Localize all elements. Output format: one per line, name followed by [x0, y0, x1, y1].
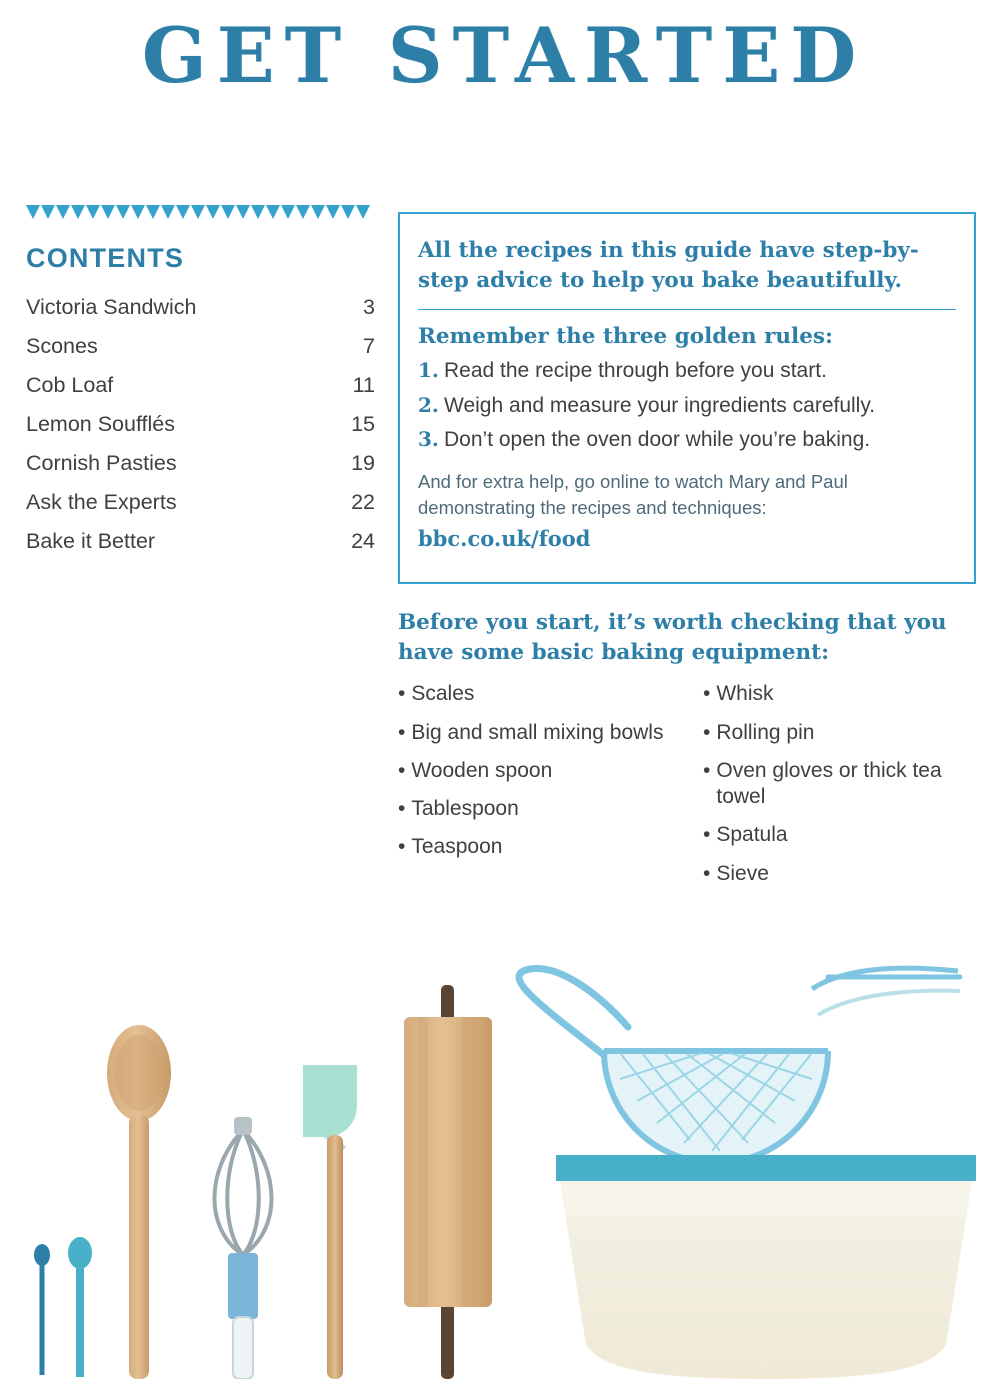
toc-label: Scones — [26, 334, 98, 358]
equipment-list-left — [398, 681, 683, 899]
list-item[interactable] — [26, 444, 381, 483]
list-item — [418, 358, 956, 384]
bullet-icon: • — [703, 861, 711, 885]
contents-section — [26, 205, 381, 561]
toc-label: Lemon Soufflés — [26, 412, 176, 436]
list-item — [418, 427, 956, 453]
page-title: GET STARTED — [141, 11, 867, 100]
wooden-spoon-icon — [107, 1025, 171, 1379]
list-item[interactable] — [26, 405, 381, 444]
bullet-icon: • — [703, 823, 711, 847]
toc-label: Cob Loaf — [26, 373, 114, 397]
toc-page: 15 — [351, 412, 375, 436]
rolling-pin-icon — [404, 985, 492, 1379]
list-item[interactable] — [26, 483, 381, 522]
rule-number: 3. — [418, 426, 439, 451]
list-item[interactable] — [26, 288, 381, 327]
rule-text: Weigh and measure your ingredients carefully. — [444, 393, 876, 417]
toc-page: 7 — [363, 334, 375, 358]
list-item — [398, 681, 683, 707]
list-item — [398, 758, 683, 784]
teaspoon-icon — [34, 1244, 50, 1375]
bullet-icon: • — [398, 835, 406, 859]
toc-label: Cornish Pasties — [26, 451, 177, 475]
equipment-label: Whisk — [716, 682, 774, 706]
bullet-icon: • — [703, 720, 711, 744]
equipment-label: Oven gloves or thick tea towel — [716, 758, 942, 809]
list-item — [418, 393, 956, 419]
equipment-label: Scales — [411, 682, 475, 706]
rules-title: Remember the three golden rules: — [418, 324, 833, 350]
spatula-icon — [303, 1065, 357, 1379]
sieve-icon — [519, 968, 960, 1163]
toc-page: 19 — [351, 451, 375, 475]
list-item[interactable] — [26, 522, 381, 561]
mixing-bowl-icon — [556, 1155, 976, 1379]
toc-label: Ask the Experts — [26, 490, 177, 514]
toc-page: 24 — [351, 529, 375, 553]
equipment-label: Rolling pin — [716, 720, 815, 744]
divider — [418, 309, 956, 310]
equipment-title: Before you start, it’s worth checking that you have some basic baking equipment: — [398, 610, 947, 665]
tablespoon-icon — [68, 1237, 92, 1377]
rule-number: 2. — [418, 392, 439, 417]
bullet-icon: • — [703, 758, 711, 782]
rule-number: 1. — [418, 358, 439, 383]
list-item — [703, 758, 988, 811]
list-item — [703, 681, 988, 707]
rule-text: Read the recipe through before you start. — [444, 359, 827, 383]
bullet-icon: • — [398, 758, 406, 782]
toc-page: 22 — [351, 490, 375, 514]
bullet-icon: • — [398, 797, 406, 821]
bullet-icon: • — [703, 682, 711, 706]
equipment-label: Spatula — [716, 823, 788, 847]
list-item — [398, 796, 683, 822]
toc-page: 11 — [352, 373, 375, 397]
toc-label: Victoria Sandwich — [26, 295, 197, 319]
list-item — [703, 720, 988, 746]
bullet-icon: • — [398, 720, 406, 744]
list-item — [398, 834, 683, 860]
equipment-list-right — [703, 681, 988, 899]
info-lead-text: All the recipes in this guide have step-by-step advice to help you bake beautifully. — [418, 238, 919, 293]
whisk-icon — [215, 1117, 272, 1379]
equipment-label: Sieve — [716, 861, 769, 885]
list-item[interactable] — [26, 327, 381, 366]
list-item — [703, 822, 988, 848]
online-help-note: And for extra help, go online to watch Mary and Paul demonstrating the recipes and techniques: — [418, 471, 848, 519]
toc-page: 3 — [363, 295, 375, 319]
equipment-label: Teaspoon — [411, 835, 503, 859]
contents-heading: CONTENTS — [26, 243, 185, 273]
list-item — [703, 861, 988, 887]
golden-rules-box — [398, 212, 976, 584]
bullet-icon: • — [398, 682, 406, 706]
baking-equipment-illustration — [0, 955, 1008, 1379]
equipment-section — [398, 608, 988, 899]
rule-text: Don’t open the oven door while you’re baking. — [444, 427, 871, 451]
equipment-label: Wooden spoon — [411, 758, 553, 782]
toc-label: Bake it Better — [26, 529, 156, 553]
list-item[interactable] — [26, 366, 381, 405]
list-item — [398, 720, 683, 746]
bbc-food-link[interactable]: bbc.co.uk/food — [418, 525, 591, 551]
zigzag-divider-icon — [26, 205, 371, 221]
equipment-label: Tablespoon — [411, 797, 519, 821]
equipment-label: Big and small mixing bowls — [411, 720, 664, 744]
